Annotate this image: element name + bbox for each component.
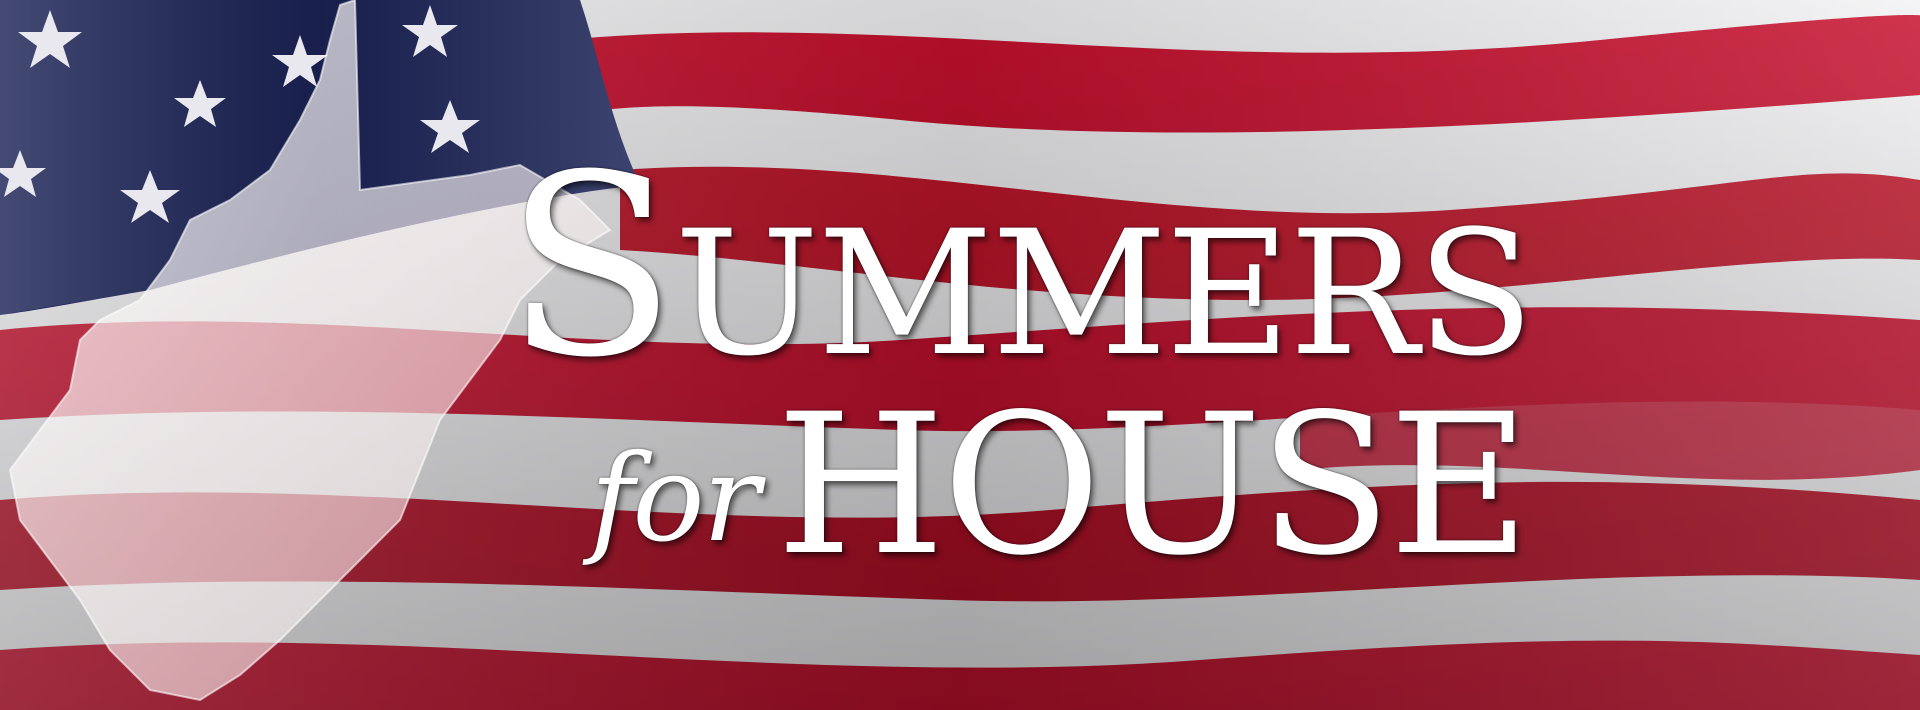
office-line (590, 372, 1528, 598)
candidate-name (505, 121, 1533, 412)
office-name: HOUSE (776, 372, 1528, 598)
title-rest: UMMERS (674, 193, 1533, 394)
connector-word: for (590, 430, 759, 569)
title-initial: S (505, 121, 675, 412)
